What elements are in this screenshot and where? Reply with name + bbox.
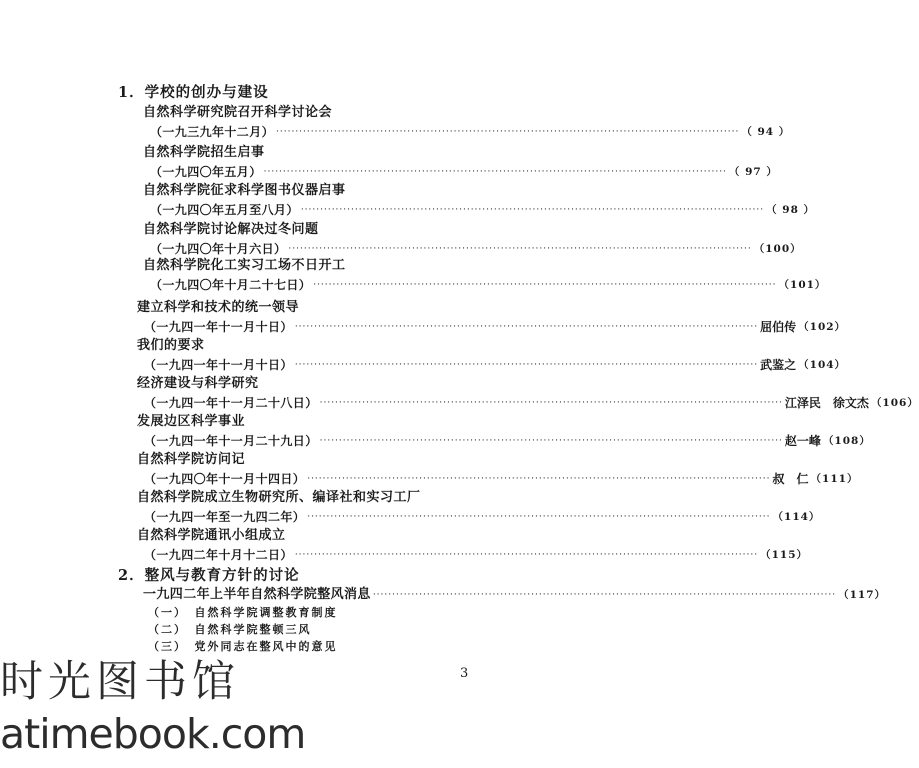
entry-line [150, 200, 816, 220]
entry-title: 自然科学研究院召开科学讨论会 [143, 105, 333, 120]
entry-line [144, 431, 871, 451]
entry-author: 赵一峰 [784, 434, 821, 448]
entry-date: （一九四〇年十月二十七日） [150, 278, 312, 292]
dot-leader: ························································································································ [263, 167, 727, 177]
entry-author: 叔 仁 [772, 472, 809, 486]
entry-title: 建立科学和技术的统一领导 [137, 300, 300, 315]
entry-line [144, 545, 809, 565]
dot-leader: ························································································································ [294, 550, 759, 560]
entry-author: 江泽民 徐文杰 [784, 396, 869, 410]
entry-page: （ 94 ） [741, 126, 791, 138]
dot-leader: ························································································································ [300, 205, 765, 215]
entry-page: （104） [798, 359, 847, 371]
entry-date: （一九四一年至一九四二年） [144, 510, 306, 524]
entry-title: 自然科学院招生启事 [143, 145, 265, 160]
entry-line [144, 355, 847, 375]
entry-page: （102） [798, 321, 847, 333]
entry-date: （一九四〇年五月至八月） [150, 203, 299, 217]
entry-date: （一九四二年十月十二日） [144, 548, 293, 562]
entry-title: 自然科学院化工实习工场不日开工 [143, 258, 346, 273]
sub-entry: （三） 党外同志在整风中的意见 [148, 640, 338, 653]
entry-date: （一九三九年十二月） [150, 125, 275, 139]
entry-page: （106） [870, 397, 919, 409]
entry-page: （101） [778, 279, 827, 291]
section-heading: 1．学校的创办与建设 [118, 84, 269, 101]
section-heading: 2．整风与教育方针的讨论 [118, 567, 300, 584]
page-number: 3 [460, 666, 469, 681]
entry-page: （108） [822, 435, 871, 447]
watermark-url: atimebook.com [0, 710, 306, 758]
entry-page: （114） [772, 511, 821, 523]
dot-leader: ························································································································ [276, 127, 740, 137]
entry-date: （一九四〇年五月） [150, 165, 262, 179]
entry-date: （一九四一年十一月十日） [144, 320, 293, 334]
entry-line [144, 393, 919, 413]
sub-entry: （二） 自然科学院整顿三风 [148, 623, 312, 636]
dot-leader: ························································································································ [319, 398, 783, 408]
entry-line [144, 317, 847, 337]
dot-leader: ························································································································ [313, 280, 777, 290]
entry-line [144, 507, 821, 527]
dot-leader: ························································································································ [294, 360, 759, 370]
entry-line [150, 162, 778, 182]
dot-leader: ························································································································ [294, 322, 759, 332]
entry-date: （一九四一年十一月十日） [144, 358, 293, 372]
sub-entry: （一） 自然科学院调整教育制度 [148, 606, 338, 619]
dot-leader: ························································································································ [319, 436, 783, 446]
entry-page: （ 98 ） [766, 204, 816, 216]
entry-page: （ 97 ） [728, 166, 778, 178]
entry-title: 自然科学院访问记 [137, 452, 246, 467]
entry-date: （一九四〇年十一月十四日） [144, 472, 306, 486]
entry-title: 自然科学院征求科学图书仪器启事 [143, 183, 346, 198]
watermark-chinese: 时光图书馆 [0, 657, 240, 707]
dot-leader: ························································································································ [307, 512, 771, 522]
entry-line [143, 585, 887, 605]
dot-leader: ························································································································ [372, 590, 837, 600]
dot-leader: ························································································································ [288, 244, 752, 254]
entry-author: 武鉴之 [760, 358, 797, 372]
entry-date: （一九四〇年十月六日） [150, 242, 287, 256]
entry-title: 自然科学院讨论解决过冬问题 [143, 222, 319, 237]
dot-leader: ························································································································ [307, 474, 771, 484]
entry-page: （117） [838, 589, 887, 601]
entry-title: 自然科学院通讯小组成立 [137, 528, 286, 543]
entry-title: 我们的要求 [137, 338, 205, 353]
entry-date: （一九四一年十一月二十八日） [144, 396, 318, 410]
entry-title: 一九四二年上半年自然科学院整风消息 [143, 587, 371, 602]
entry-line [150, 122, 791, 142]
entry-title: 自然科学院成立生物研究所、编译社和实习工厂 [137, 490, 421, 505]
entry-title: 发展边区科学事业 [137, 414, 246, 429]
entry-page: （115） [760, 549, 809, 561]
entry-title: 经济建设与科学研究 [137, 376, 259, 391]
entry-line [144, 469, 859, 489]
entry-page: （100） [753, 243, 802, 255]
entry-page: （111） [810, 473, 859, 485]
entry-line [150, 275, 827, 295]
entry-author: 屈伯传 [760, 320, 797, 334]
entry-date: （一九四一年十一月二十九日） [144, 434, 318, 448]
